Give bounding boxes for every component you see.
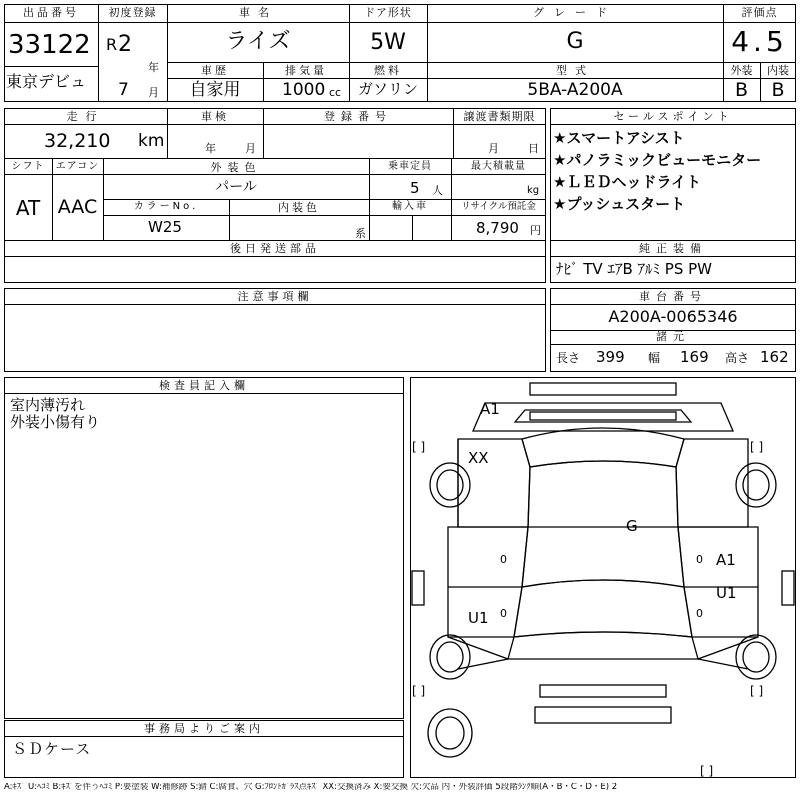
exterior-color: パール bbox=[215, 179, 257, 195]
interior-label: 内装 bbox=[767, 64, 789, 77]
color-number-label: カラーNo. bbox=[133, 201, 199, 212]
mileage-label: 走行 bbox=[66, 110, 105, 123]
lot-number-label: 出品番号 bbox=[23, 6, 79, 19]
aircon: AAC bbox=[57, 196, 98, 218]
inspection-label: 車検 bbox=[201, 110, 229, 123]
era-label: R bbox=[106, 35, 118, 54]
displacement: 1000 bbox=[282, 80, 326, 100]
length-value: 399 bbox=[596, 348, 625, 366]
door-label: ドア形状 bbox=[364, 6, 412, 19]
transfer-deadline-label: 譲渡書類期限 bbox=[463, 110, 536, 123]
inspector-note: 室内薄汚れ bbox=[10, 396, 86, 414]
door-type: 5W bbox=[370, 30, 406, 55]
capacity-unit: 人 bbox=[432, 184, 443, 197]
zero-mark-right: 0 bbox=[696, 553, 703, 566]
exterior-label: 外装 bbox=[730, 64, 753, 77]
damage-mark-xx: XX bbox=[468, 449, 489, 467]
sales-points-label: セールスポイント bbox=[613, 110, 733, 123]
rear-bumper-outline bbox=[540, 685, 666, 697]
score-label: 評価点 bbox=[741, 6, 778, 19]
damage-legend: A:ｷｽﾞ U:ﾍｺﾐ B:ｷｽﾞを伴うﾍｺﾐ P:要塗装 W:補修跡 S:錆 C:腐食、穴 G:ﾌﾛﾝﾄｶﾞﾗｽ点ｷｽﾞ XX:交換済み X:要交換 欠:欠品 内・外装評価 5段階ﾗﾝｸ順(A・B・C・D・E) 2 bbox=[4, 783, 618, 792]
zero-mark-left-rear: 0 bbox=[500, 607, 507, 620]
height-value: 162 bbox=[760, 348, 789, 366]
length-label: 長さ bbox=[556, 351, 581, 365]
damage-mark-u1-right: U1 bbox=[716, 584, 737, 602]
color-number: W25 bbox=[148, 218, 182, 236]
trunk-outline bbox=[508, 632, 698, 659]
inspector-note: 外装小傷有り bbox=[10, 413, 101, 431]
specs-label: 諸元 bbox=[656, 330, 690, 343]
transfer-day-unit: 日 bbox=[528, 142, 539, 155]
kg-unit: kg bbox=[527, 185, 540, 196]
grade-label: グレード bbox=[533, 6, 617, 19]
office-notice: ＳＤケース bbox=[12, 740, 92, 758]
damage-mark-a1-right: A1 bbox=[716, 551, 736, 569]
vehicle-history: 自家用 bbox=[189, 80, 241, 100]
shift: AT bbox=[15, 196, 41, 220]
sales-point-item: ★パノラミックビューモニター bbox=[553, 151, 762, 169]
sales-point-item: ★プッシュスタート bbox=[553, 195, 686, 213]
inspection-month-unit: 月 bbox=[245, 142, 256, 155]
capacity: 5 bbox=[410, 179, 420, 197]
inspector-notes-label: 検査員記入欄 bbox=[159, 379, 249, 392]
car-name: ライズ bbox=[225, 29, 291, 54]
sales-point-item: ★スマートアシスト bbox=[553, 129, 685, 147]
interior-color-unit: 系 bbox=[355, 227, 366, 240]
lot-number: 33122 bbox=[8, 30, 91, 60]
damage-mark-u1-left: U1 bbox=[468, 609, 489, 627]
inspection-year-unit: 年 bbox=[205, 142, 216, 155]
interior-color-label: 内装色 bbox=[278, 201, 320, 214]
later-parts-label: 後日発送部品 bbox=[230, 242, 320, 255]
zero-mark-right-rear: 0 bbox=[696, 607, 703, 620]
transfer-month-unit: 月 bbox=[488, 142, 499, 155]
model-label: 型式 bbox=[556, 64, 594, 77]
yen-unit: 円 bbox=[530, 224, 541, 237]
mileage: 32,210 bbox=[44, 130, 111, 152]
spare-wheel bbox=[428, 709, 472, 757]
cc-unit: cc bbox=[329, 86, 342, 99]
notes-label: 注意事項欄 bbox=[237, 290, 313, 303]
exterior-color-label: 外装色 bbox=[210, 161, 262, 174]
registration-year: 2 bbox=[118, 32, 132, 57]
capacity-label: 乗車定員 bbox=[388, 161, 432, 172]
first-registration-label: 初度登録 bbox=[108, 6, 157, 19]
exterior-score: B bbox=[734, 79, 749, 101]
chassis-number: A200A-0065346 bbox=[608, 307, 738, 326]
roof-outline bbox=[528, 461, 678, 527]
damage-mark-g: G bbox=[626, 517, 638, 535]
overall-score: 4.5 bbox=[731, 25, 788, 58]
displacement-label: 排気量 bbox=[285, 64, 327, 77]
km-unit: km bbox=[138, 131, 165, 151]
tokyo-debut-label: 東京デビュ bbox=[6, 72, 87, 91]
left-rear-bracket: [ ] bbox=[412, 684, 426, 698]
chassis-number-label: 車台番号 bbox=[639, 290, 707, 303]
year-unit: 年 bbox=[148, 61, 159, 74]
car-damage-diagram bbox=[410, 377, 796, 778]
height-label: 高さ bbox=[725, 351, 750, 365]
hood-outline bbox=[473, 403, 733, 431]
registration-number-label: 登録番号 bbox=[324, 110, 392, 123]
width-value: 169 bbox=[680, 348, 709, 366]
equipment-list: ﾅﾋﾞ TV ｴｱB ｱﾙﾐ PS PW bbox=[556, 260, 712, 278]
import-label: 輸入車 bbox=[392, 201, 428, 212]
equipment-label: 純正装備 bbox=[639, 242, 707, 255]
zero-mark-left: 0 bbox=[500, 553, 507, 566]
month-unit: 月 bbox=[148, 86, 159, 99]
office-notice-label: 事務局よりご案内 bbox=[144, 722, 264, 735]
max-load-label: 最大積載量 bbox=[471, 161, 526, 172]
interior-score: B bbox=[771, 79, 785, 101]
shift-label: シフト bbox=[11, 161, 45, 172]
recycle-deposit-label: リサイクル預託金 bbox=[461, 201, 536, 212]
grade: G bbox=[566, 29, 584, 54]
width-label: 幅 bbox=[648, 351, 661, 365]
aircon-label: エアコン bbox=[55, 161, 100, 172]
car-name-label: 車名 bbox=[239, 6, 277, 19]
fuel-label: 燃料 bbox=[374, 64, 402, 77]
recycle-deposit: 8,790 bbox=[476, 219, 519, 237]
damage-mark-a1-front: A1 bbox=[480, 400, 500, 418]
right-rear-bracket: [ ] bbox=[750, 684, 764, 698]
rear-window-outline bbox=[514, 580, 692, 637]
front-bumper-outline bbox=[530, 383, 676, 395]
model-code: 5BA-A200A bbox=[527, 80, 623, 100]
history-label: 車歴 bbox=[201, 64, 229, 77]
sales-point-item: ★ＬＥＤヘッドライト bbox=[553, 173, 701, 191]
left-front-bracket: [ ] bbox=[412, 440, 426, 454]
fuel-type: ガソリン bbox=[357, 80, 418, 98]
bottom-bracket: [ ] bbox=[700, 764, 714, 778]
right-front-bracket: [ ] bbox=[750, 440, 764, 454]
right-side-outline bbox=[676, 439, 748, 527]
registration-month: 7 bbox=[118, 80, 129, 100]
